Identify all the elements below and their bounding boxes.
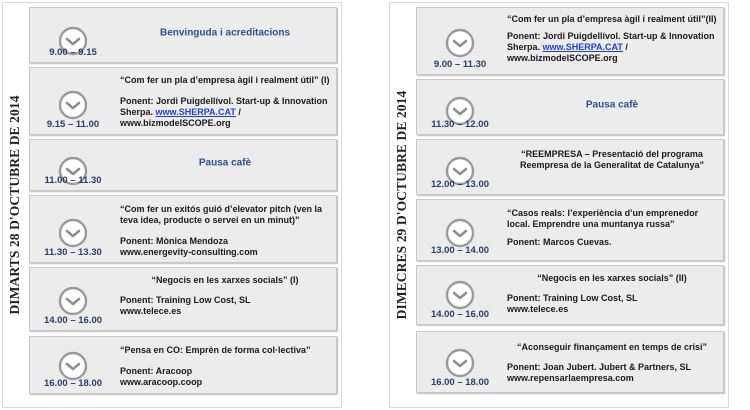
slot-content	[507, 149, 717, 171]
time-column	[417, 80, 503, 134]
slot-title: “Pensa en CO: Emprèn de forma col·lectiva”	[120, 345, 311, 355]
schedule-slot	[416, 199, 724, 261]
time-column	[30, 140, 116, 190]
sherpa-link[interactable]: www.SHERPA.CAT	[542, 42, 623, 52]
slot-content	[507, 342, 717, 384]
slot-title: “Aconseguir finançament en temps de crisi”	[516, 342, 708, 352]
link-separator: /	[235, 107, 241, 117]
clock-icon	[58, 90, 88, 120]
slot-content	[507, 273, 717, 315]
schedule-slot	[416, 139, 724, 195]
schedule-slot	[416, 265, 724, 325]
clock-icon	[445, 218, 475, 248]
slot-content	[507, 208, 717, 248]
slot-title: “Negocis en les xarxes socials” (I)	[151, 275, 299, 285]
slot-time: 9.00 – 11.30	[433, 59, 487, 70]
speaker-text: Ponent: Jordi Puigdellívol. Start-up & Innovation Sherpa.	[507, 31, 715, 52]
slot-time: 12.00 – 13.00	[430, 179, 490, 190]
slot-website: www.telece.es	[507, 304, 569, 314]
slot-website: www.energevity-consulting.com	[120, 247, 258, 257]
time-column	[30, 337, 116, 393]
slot-title: “Com fer un pla d’empresa àgil i realment útil”(II)	[507, 14, 717, 24]
time-column	[30, 68, 116, 134]
time-column	[417, 8, 503, 74]
slot-speaker: Ponent: Training Low Cost, SL	[120, 295, 251, 305]
slot-speaker	[120, 96, 330, 118]
clock-icon	[58, 351, 88, 381]
schedule-slot	[416, 331, 724, 393]
schedule-slot	[416, 79, 724, 135]
slot-content	[120, 75, 330, 129]
schedule-slot	[416, 7, 724, 75]
schedule-slot	[29, 139, 337, 191]
time-column	[30, 8, 116, 62]
slot-content	[120, 204, 330, 258]
slot-time: 14.00 – 16.00	[430, 309, 490, 320]
time-column	[417, 140, 503, 194]
sherpa-link[interactable]: www.SHERPA.CAT	[155, 107, 236, 117]
slot-website: www.repensarlaempresa.com	[507, 373, 634, 383]
clock-icon	[58, 218, 88, 248]
slot-time: 11.30 – 13.30	[44, 247, 102, 258]
slot-title: Pausa cafè	[585, 99, 639, 111]
slot-title: “Com fer un pla d’empresa àgil i realment útil” (I)	[120, 75, 330, 85]
slot-title: “Com fer un exitós guió d’elevator pitch (ven la teva idea, producte o servei en un minut)”	[120, 204, 323, 225]
slot-time: 11.30 – 12.00	[431, 119, 489, 130]
schedule-slot	[29, 267, 337, 331]
time-column	[30, 268, 116, 330]
slot-title: “Negocis en les xarxes socials” (II)	[537, 273, 687, 283]
slot-website: www.telece.es	[120, 306, 182, 316]
slot-title: Benvinguda i acreditacions	[159, 27, 291, 39]
schedule-panel-wednesday	[389, 2, 729, 408]
clock-icon	[445, 280, 475, 310]
slot-title: Pausa cafè	[198, 157, 252, 169]
time-column	[417, 332, 503, 392]
slot-time: 16.00 – 18.00	[43, 378, 103, 389]
clock-icon	[58, 286, 88, 316]
day-label-text: DIMECRES 29 D'OCTUBRE DE 2014	[394, 90, 409, 320]
slot-time: 11.00 – 11.30	[44, 175, 102, 186]
slot-title: “Casos reals: l’experiència d’un emprenedor local. Emprendre una muntanya russa”	[507, 208, 699, 229]
slot-time: 9.15 – 11.00	[46, 119, 100, 130]
schedule-slot	[29, 67, 337, 135]
day-label	[3, 3, 27, 407]
slot-time: 13.00 – 14.00	[430, 245, 490, 256]
schedule-slot	[29, 195, 337, 263]
slot-content	[507, 14, 717, 64]
clock-icon	[445, 348, 475, 378]
day-label-text: DIMARTS 28 D'OCTUBRE DE 2014	[7, 95, 22, 315]
day-label	[390, 3, 414, 407]
slot-website: www.bizmodelSCOPE.org	[120, 118, 231, 128]
speaker-text: Ponent: Jordi Puigdellívol. Start-up & Innovation Sherpa.	[120, 96, 328, 117]
slot-speaker	[507, 31, 717, 53]
slot-speaker: Ponent: Aracoop	[120, 366, 193, 376]
time-column	[417, 200, 503, 260]
slot-time: 14.00 – 16.00	[43, 315, 103, 326]
schedule-panel-tuesday	[2, 2, 342, 408]
time-column	[417, 266, 503, 324]
slot-content	[120, 275, 330, 317]
slot-content	[120, 345, 330, 388]
schedule-slot	[29, 7, 337, 63]
slot-website: www.bizmodelSCOPE.org	[507, 53, 618, 63]
slot-title: “REEMPRESA – Presentació del programa Reempresa de la Generalitat de Catalunya”	[519, 149, 705, 170]
slot-time: 9.00 – 9.15	[49, 47, 97, 58]
slot-speaker: Ponent: Mònica Mendoza	[120, 236, 228, 246]
link-separator: /	[622, 42, 628, 52]
slot-speaker: Ponent: Joan Jubert. Jubert & Partners, SL	[507, 362, 692, 372]
slot-time: 16.00 – 18.00	[430, 377, 490, 388]
time-column	[30, 196, 116, 262]
slot-speaker: Ponent: Training Low Cost, SL	[507, 293, 638, 303]
schedule-slot	[29, 336, 337, 394]
slot-speaker: Ponent: Marcos Cuevas.	[507, 237, 612, 247]
clock-icon	[445, 28, 475, 58]
slot-website: www.aracoop.coop	[120, 377, 203, 387]
